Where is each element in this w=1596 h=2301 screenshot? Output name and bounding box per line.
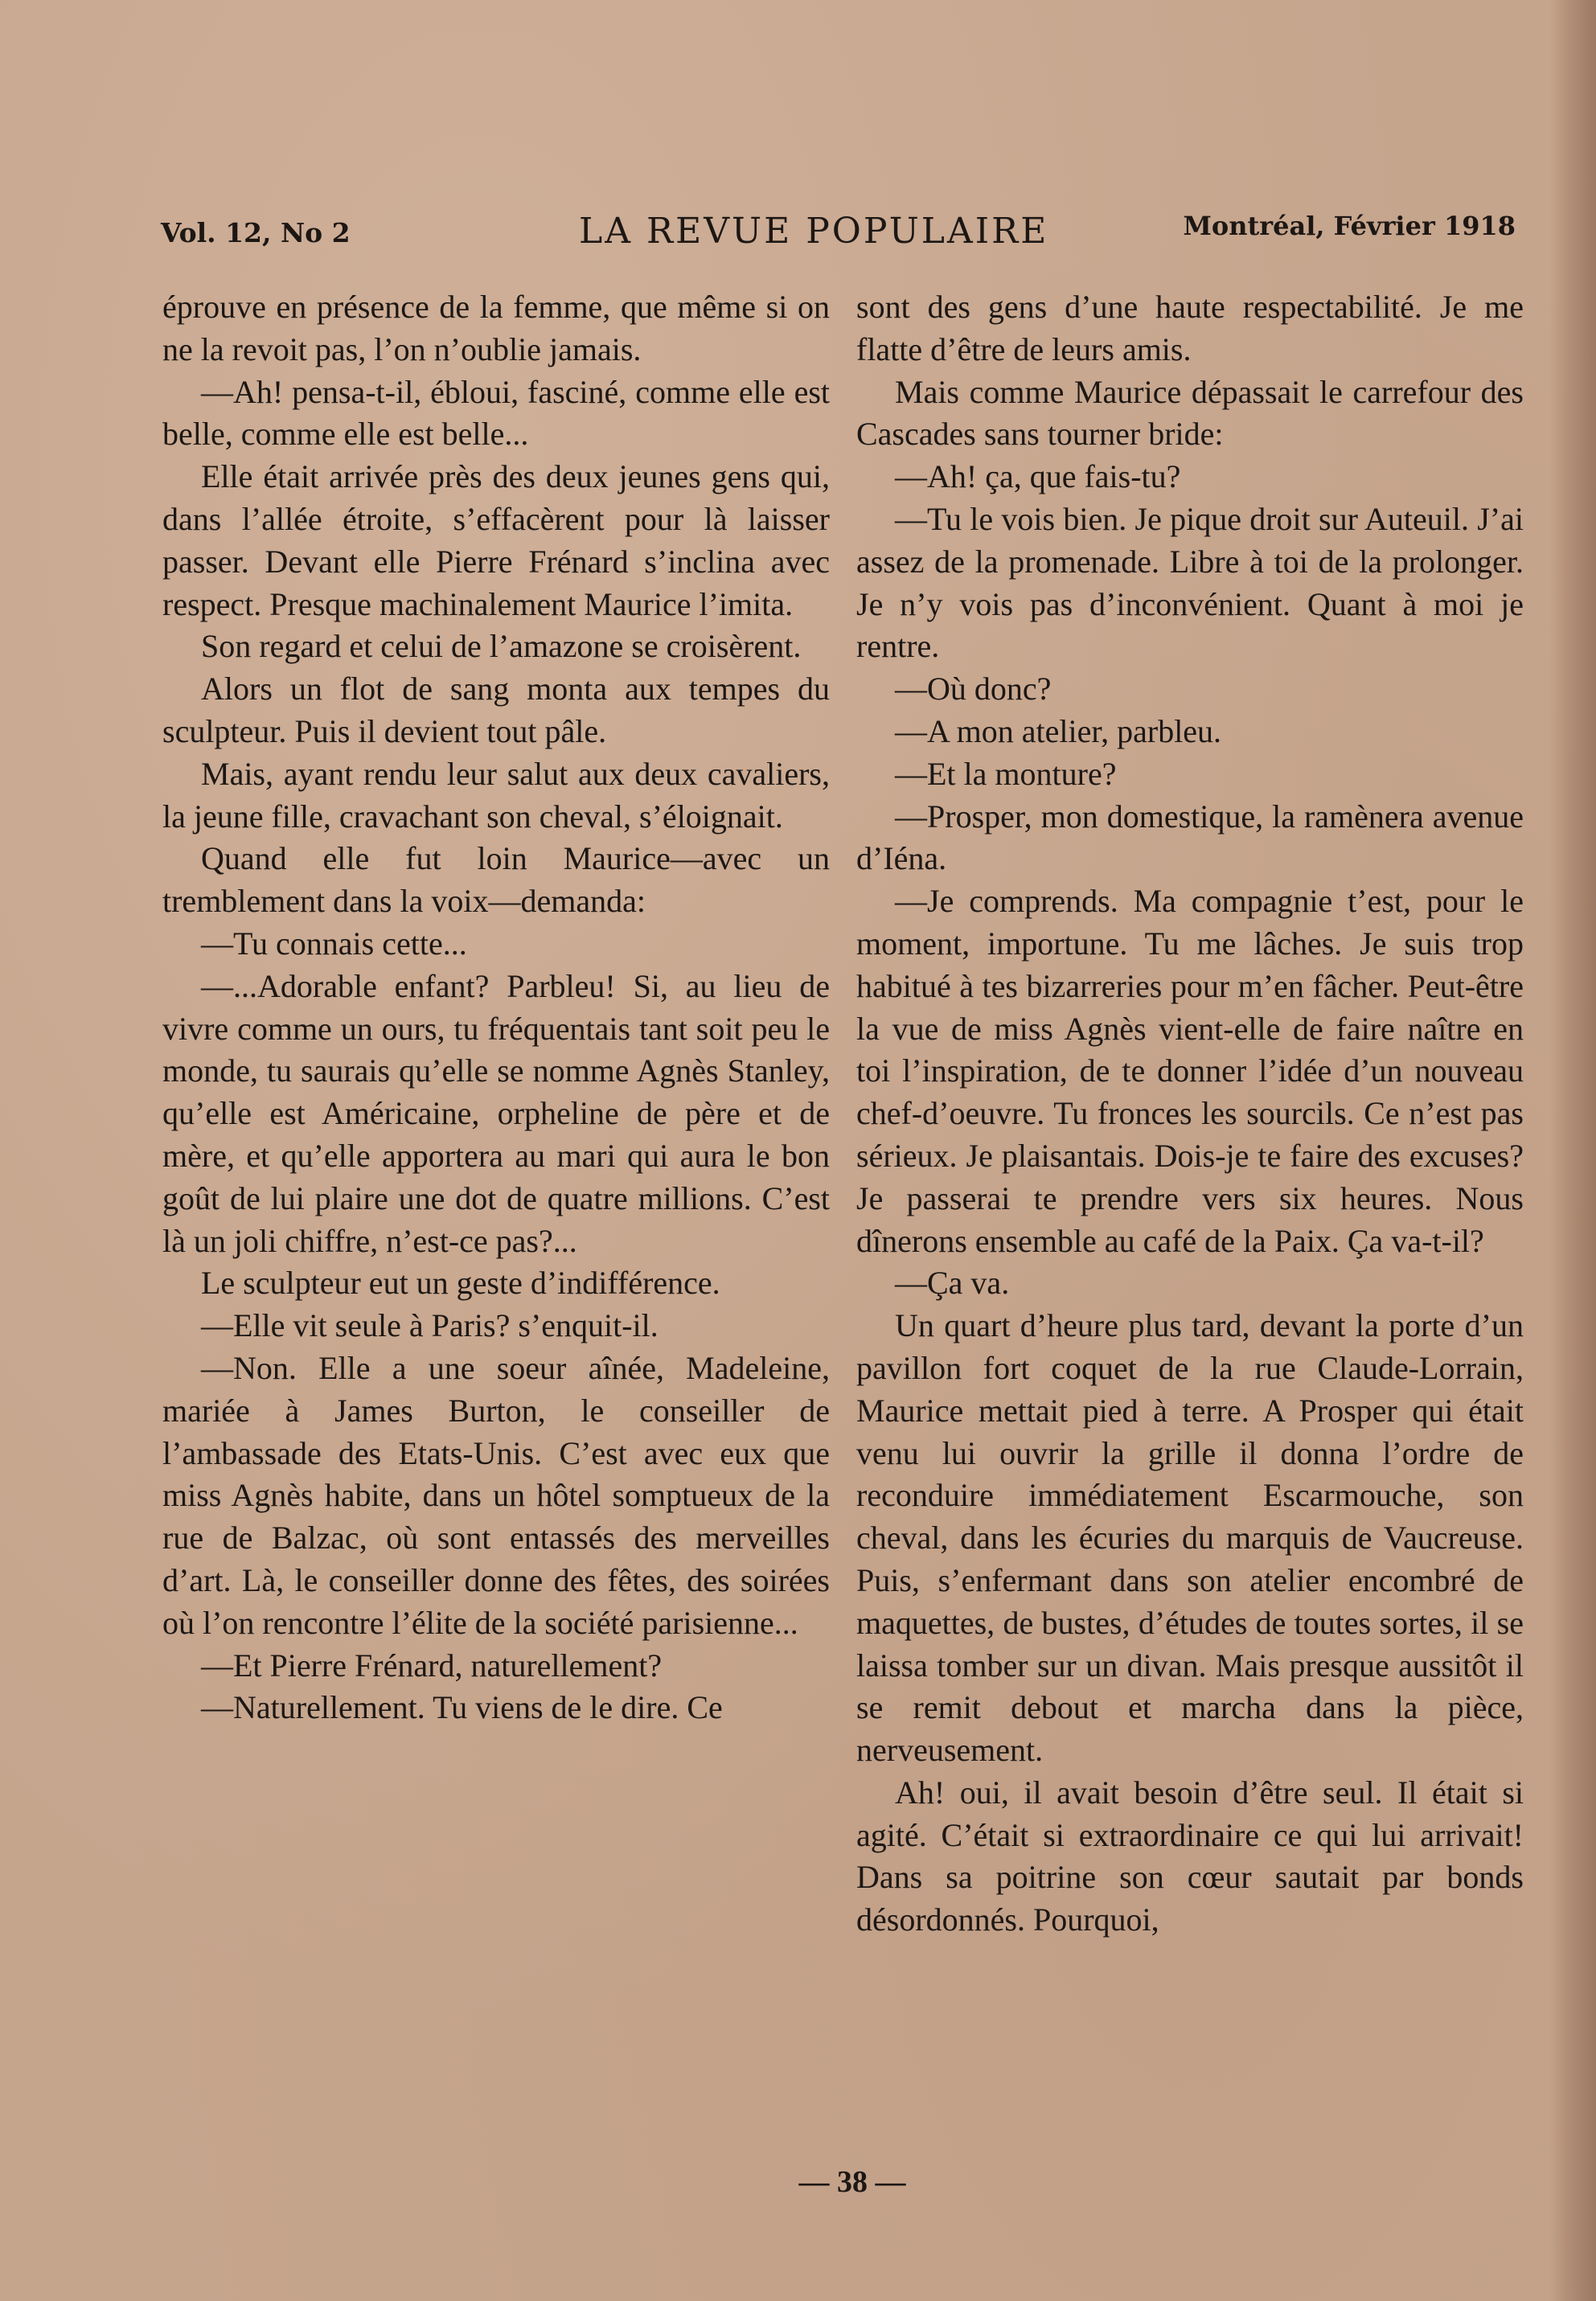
page-binding-edge <box>1549 0 1596 2301</box>
paragraph: —Ah! pensa-t-il, ébloui, fasciné, comme elle est belle, comme elle est belle... <box>162 373 830 453</box>
paragraph: éprouve en présence de la femme, que même si on ne la revoit pas, l’on n’oublie jamais. <box>162 289 830 367</box>
paragraph: —Ça va. <box>895 1265 1010 1302</box>
paragraph: sont des gens d’une haute respectabilité. Je me flatte d’être de leurs amis. <box>856 289 1524 367</box>
running-header <box>161 211 1516 259</box>
paragraph: —Et la monture? <box>895 755 1117 792</box>
paragraph: —Elle vit seule à Paris? s’enquit-il. <box>201 1307 659 1344</box>
paragraph: —Je comprends. Ma compagnie t’est, pour le moment, importune. Tu me lâches. Je suis trop habitué à tes bizarreries pour m’en fâcher. Peut-être la vue de miss Agnès vient-elle de faire naître en toi l’inspiration, de te donner l’idée d’un nouveau chef-d’oeuvre. Tu fronces les sourcils. Ce n’est pas sérieux. Je plaisantais. Dois-je te faire des excuses? Je passerai te prendre vers six heures. Nous dînerons ensemble au café de la Paix. Ça va-t-il? <box>856 883 1524 1259</box>
volume-number: Vol. 12, No 2 <box>161 217 351 248</box>
paragraph: —Et Pierre Frénard, naturellement? <box>201 1647 663 1684</box>
paragraph: —Ah! ça, que fais-tu? <box>895 458 1181 495</box>
right-text-column <box>856 286 1524 1942</box>
paragraph: Alors un flot de sang monta aux tempes du sculpteur. Puis il devient tout pâle. <box>162 671 830 749</box>
paragraph: Un quart d’heure plus tard, devant la porte d’un pavillon fort coquet de la rue Claude-Lorrain, Maurice mettait pied à terre. A Prosper qui était venu lui ouvrir la grille il donna l’ordre de reconduire immédiatement Escarmouche, son cheval, dans les écuries du marquis de Vaucreuse. Puis, s’enfermant dans son atelier encombré de maquettes, de bustes, d’études de toutes sortes, il se laissa tomber sur un divan. Mais presque aussitôt il se remit debout et marcha dans la pièce, nerveusement. <box>856 1307 1524 1769</box>
paragraph: Ah! oui, il avait besoin d’être seul. Il était si agité. C’était si extraordinaire ce qui lui arrivait! Dans sa poitrine son cœur sautait par bonds désordonnés. Pourquoi, <box>856 1774 1524 1938</box>
page-number: — 38 — <box>798 2165 906 2199</box>
paragraph: —Tu connais cette... <box>201 925 467 962</box>
paragraph: Le sculpteur eut un geste d’indifférence. <box>201 1265 720 1302</box>
paragraph: —Naturellement. Tu viens de le dire. Ce <box>201 1689 723 1726</box>
left-text-column <box>162 286 830 1729</box>
paragraph: —Prosper, mon domestique, la ramènera avenue d’Iéna. <box>856 798 1524 877</box>
paragraph: Mais, ayant rendu leur salut aux deux cavaliers, la jeune fille, cravachant son cheval, s’éloignait. <box>162 755 830 835</box>
paragraph: —Tu le vois bien. Je pique droit sur Auteuil. J’ai assez de la promenade. Libre à toi de la prolonger. Je n’y vois pas d’inconvénient. Quant à moi je rentre. <box>856 500 1524 665</box>
paragraph: Son regard et celui de l’amazone se croisèrent. <box>201 628 802 665</box>
paragraph: —Non. Elle a une soeur aînée, Madeleine, mariée à James Burton, le conseiller de l’ambassade des Etats-Unis. C’est avec eux que miss Agnès habite, dans un hôtel somptueux de la rue de Balzac, où sont entassés des merveilles d’art. Là, le conseiller donne des fêtes, des soirées où l’on rencontre l’élite de la société parisienne... <box>162 1349 830 1641</box>
paragraph: —A mon atelier, parbleu. <box>895 712 1222 749</box>
paragraph: Quand elle fut loin Maurice—avec un tremblement dans la voix—demanda: <box>162 840 830 920</box>
paragraph: —Où donc? <box>895 671 1052 708</box>
paragraph: —...Adorable enfant? Parbleu! Si, au lieu de vivre comme un ours, tu fréquentais tant soit peu le monde, tu saurais qu’elle se nomme Agnès Stanley, qu’elle est Américaine, orpheline de père et de mère, et qu’elle apportera au mari qui aura le bon goût de lui plaire une dot de quatre millions. C’est là un joli chiffre, n’est-ce pas?... <box>162 967 830 1259</box>
issue-date: Montréal, Février 1918 <box>1183 211 1516 241</box>
paragraph: Mais comme Maurice dépassait le carrefour des Cascades sans tourner bride: <box>856 373 1524 453</box>
paragraph: Elle était arrivée près des deux jeunes gens qui, dans l’allée étroite, s’effacèrent pour là laisser passer. Devant elle Pierre Frénard s’inclina avec respect. Presque machinalement Maurice l’imita. <box>162 458 830 622</box>
magazine-title: LA REVUE POPULAIRE <box>579 211 1049 252</box>
